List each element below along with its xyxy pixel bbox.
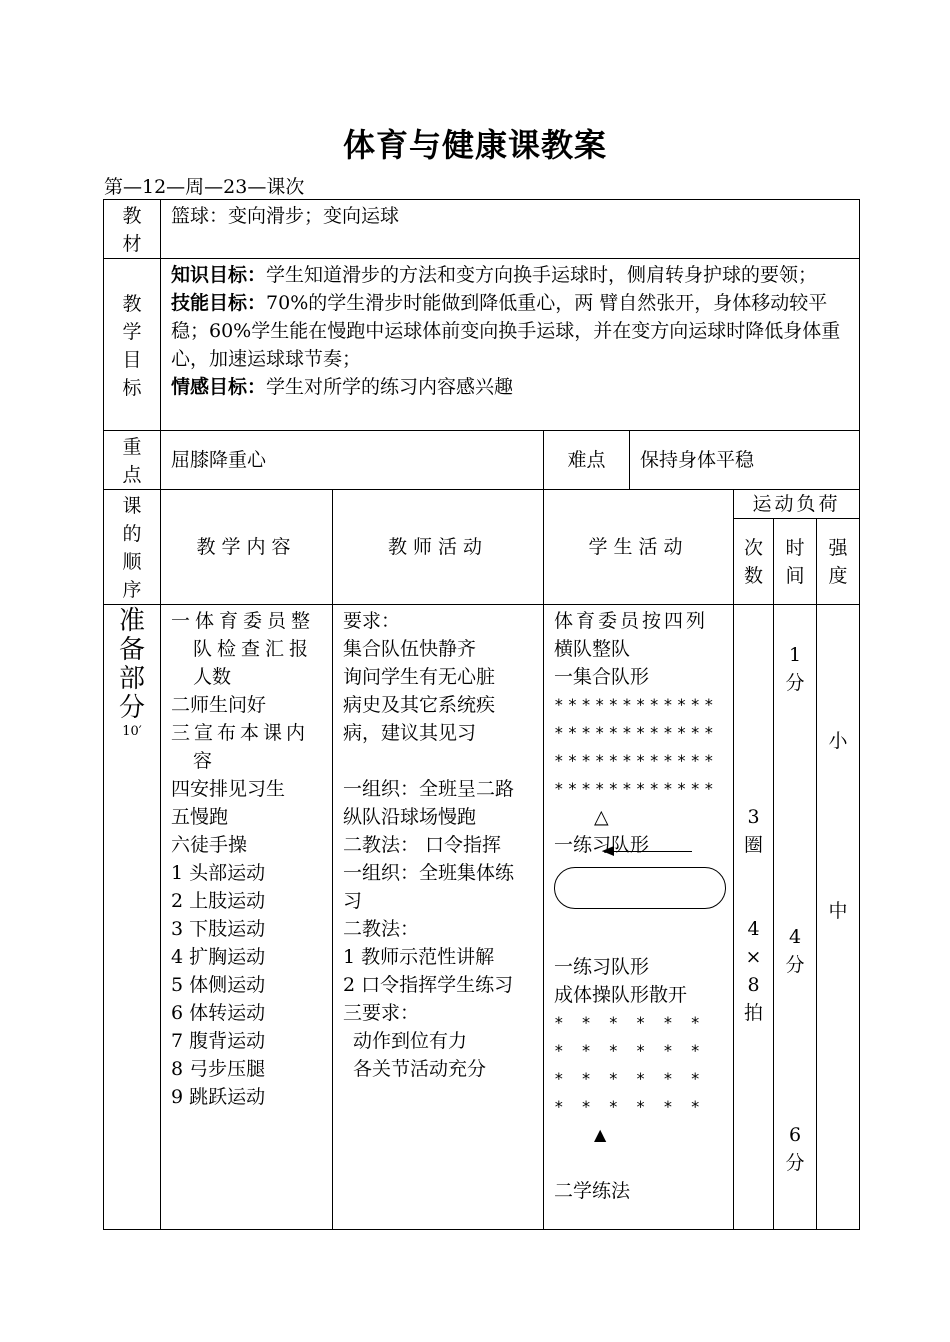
exercise-item: 4 扩胸运动	[171, 946, 266, 968]
formation-stars: * * * * * *	[554, 1097, 704, 1116]
prep-teacher: 要求： 集合队伍快静齐 询问学生有无心脏 病史及其它系统疾 病，建议其见习 一组织：全班呈二路 纵队沿球场慢跑 二教法： 口令指挥 一组织：全班集体练 习 二教法： 1 教师示范性讲解 2 口令指挥学生练习 三要求： 动作到位有力 各关节活动充分	[333, 605, 544, 1230]
formation-stars: ************	[554, 751, 718, 770]
material-row	[104, 200, 860, 259]
content-header: 教学内容	[161, 490, 333, 605]
exercise-item: 2 上肢运动	[171, 890, 266, 912]
key-points-label: 重 点	[104, 431, 161, 490]
formation-stars: ************	[554, 695, 718, 714]
affect-objective: 情感目标：学生对所学的练习内容感兴趣	[171, 376, 514, 398]
week-lesson-line: 第—12—周—23—课次	[104, 176, 305, 198]
prep-intensity: 小 中	[817, 605, 860, 1230]
prep-student: 体育委员按四列 横队整队 一集合队形 ************ ************ ************ ************ △ 一练习队形 一练习队形 成体操队形散开 * * * * * * * * * * * * * * * * * * * * * * * * ▲ 二学练法	[544, 605, 734, 1230]
formation-stars: * * * * * *	[554, 1069, 704, 1088]
difficulty-label: 难点	[544, 431, 630, 490]
order-header: 课 的 顺 序	[104, 490, 161, 605]
exercise-item: 3 下肢运动	[171, 918, 266, 940]
load-header: 运动负荷	[734, 490, 860, 519]
prep-time: 1 分 4 分 6 分	[774, 605, 817, 1230]
formation-stars: ************	[554, 779, 718, 798]
teacher-header: 教师活动	[333, 490, 544, 605]
key-points-text: 屈膝降重心	[161, 431, 544, 490]
exercise-item: 9 跳跃运动	[171, 1086, 266, 1108]
lesson-plan-table	[103, 199, 860, 1230]
formation-stars: * * * * * *	[554, 1013, 704, 1032]
key-points-row	[104, 431, 860, 490]
time-header: 时 间	[774, 519, 817, 605]
student-header: 学生活动	[544, 490, 734, 605]
left-arrow-icon	[604, 851, 692, 852]
count-header: 次 数	[734, 519, 774, 605]
exercise-item: 1 头部运动	[171, 862, 266, 884]
exercise-item: 8 弓步压腿	[171, 1058, 266, 1080]
prep-content: 一体育委员整 队检查汇报 人数 二师生问好 三宣布本课内 容 四安排见习生 五慢跑 六徒手操 1 头部运动 2 上肢运动 3 下肢运动 4 扩胸运动 5 体侧运动 6 体转运动 7 腹背运动 8 弓步压腿 9 跳跃运动	[161, 605, 333, 1230]
page-title: 体育与健康课教案	[342, 126, 607, 164]
teacher-position-solid-triangle: ▲	[594, 1125, 607, 1144]
header-row-1	[104, 490, 860, 519]
objectives-label: 教 学 目 标	[104, 259, 161, 431]
prep-label: 准 备 部 分 10′	[104, 605, 161, 1230]
difficulty-text: 保持身体平稳	[630, 431, 860, 490]
exercise-item: 6 体转运动	[171, 1002, 266, 1024]
exercise-item: 5 体侧运动	[171, 974, 266, 996]
material-label: 教 材	[104, 200, 161, 259]
formation-stars: * * * * * *	[554, 1041, 704, 1060]
material-text: 篮球：变向滑步；变向运球	[161, 200, 860, 259]
prep-row	[104, 605, 860, 1230]
teacher-position-open-triangle: △	[594, 806, 609, 828]
running-track-oval	[554, 867, 726, 909]
objectives-row	[104, 259, 860, 431]
knowledge-objective: 知识目标：学生知道滑步的方法和变方向换手运球时，侧肩转身护球的要领；	[171, 264, 818, 286]
formation-stars: ************	[554, 723, 718, 742]
skill-objective: 技能目标：70%的学生滑步时能做到降低重心，两 臂自然张开，身体移动较平稳；60%学生能在慢跑中运球体前变向换手运球，并在变方向运球时降低身体重心，加速运球球节奏；	[171, 292, 841, 370]
objectives-text	[161, 259, 860, 431]
prep-duration: 10′	[122, 724, 142, 739]
intensity-header: 强 度	[817, 519, 860, 605]
exercise-item: 7 腹背运动	[171, 1030, 266, 1052]
prep-count: 3 圈 4 × 8 拍	[734, 605, 774, 1230]
